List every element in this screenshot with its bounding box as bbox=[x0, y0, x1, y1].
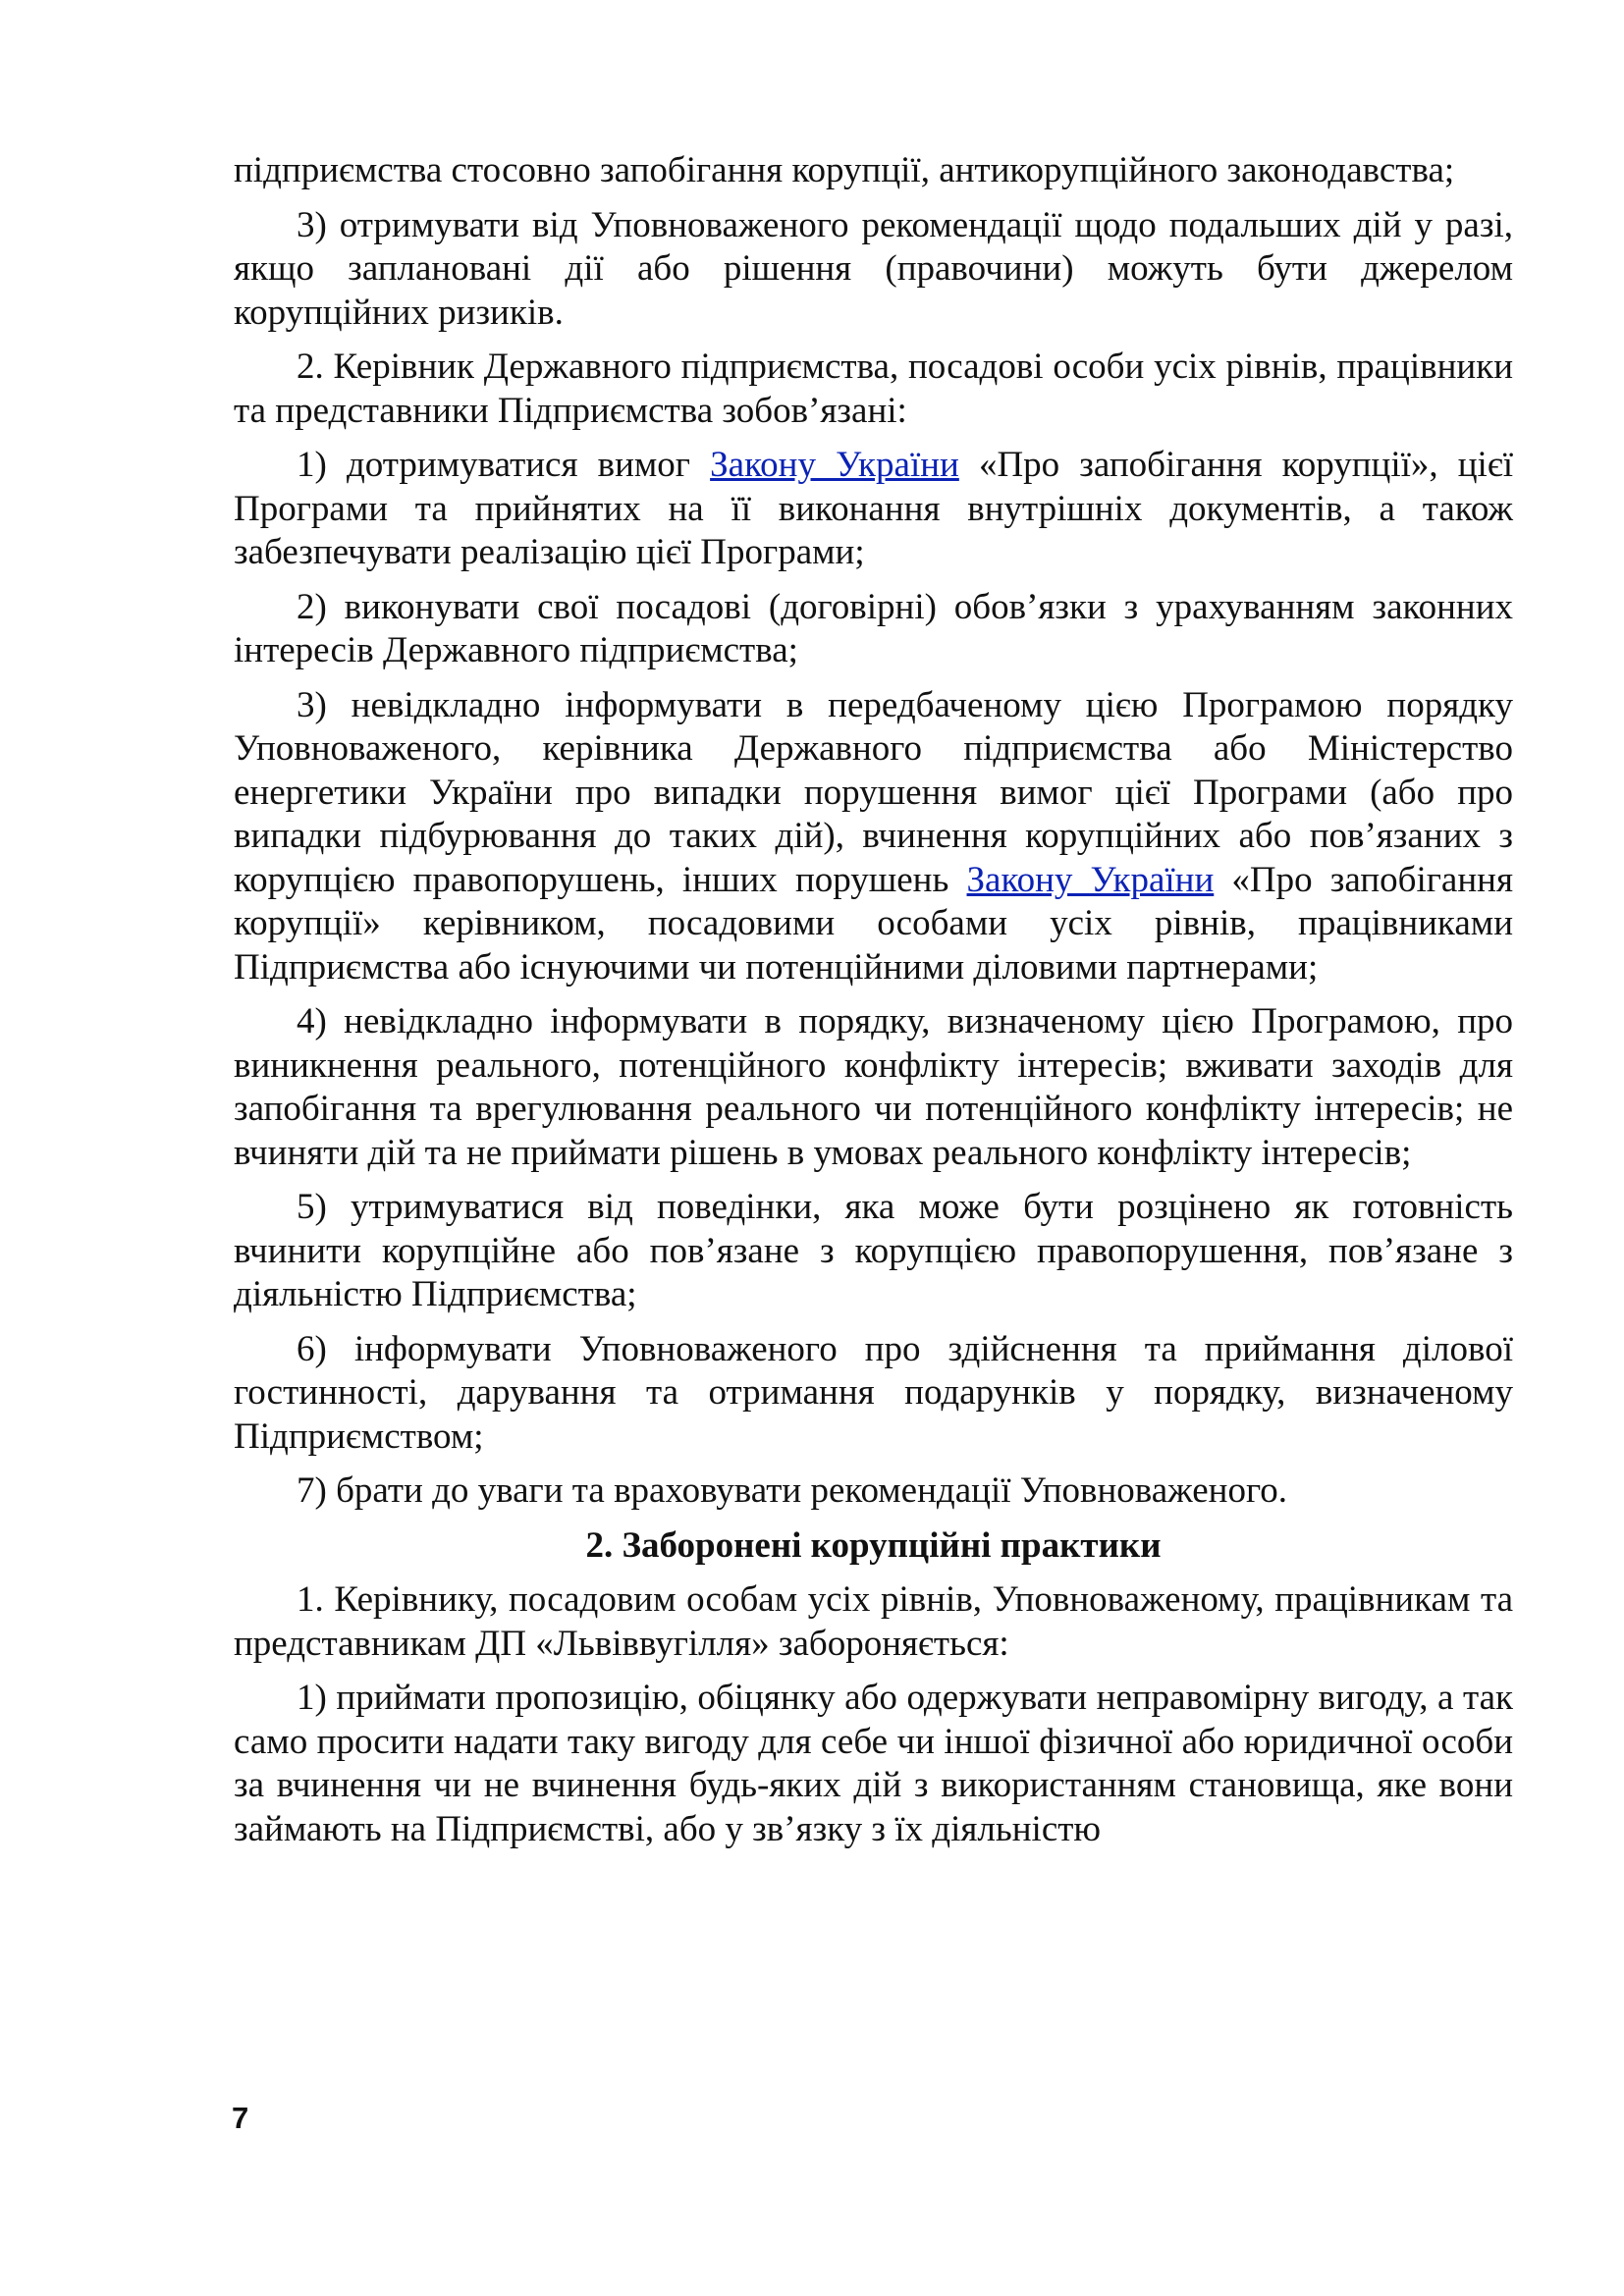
paragraph-item-3-recommendations: 3) отримувати від Уповноваженого рекомендації щодо подальших дій у разі, якщо заплановані дії або рішення (правочини) можуть бути джерелом корупційних ризиків. bbox=[234, 204, 1513, 333]
paragraph-text: 1) дотримуватися вимог bbox=[297, 445, 711, 485]
page-number: 7 bbox=[232, 2101, 249, 2135]
paragraph-item-1-benefit: 1) приймати пропозицію, обіцянку або одержувати неправомірну вигоду, а так само просити надати таку вигоду для себе чи іншої фізичної або юридичної особи за вчинення чи не вчинення будь-яких дій з використанням становища, яке вони займають на Підприємстві, або у зв’язку з їх діяльністю bbox=[234, 1678, 1513, 1849]
document-body bbox=[234, 149, 1513, 1862]
paragraph-prohibitions: 1. Керівнику, посадовим особам усіх рівнів, Уповноваженому, працівникам та представникам ДП «Львіввугілля» забороняється: bbox=[234, 1579, 1513, 1664]
paragraph-text: «Про запобігання корупції», цієї Програми та прийнятих на її виконання внутрішніх документів, а також забезпечувати реалізацію цієї Програми; bbox=[234, 445, 1513, 572]
paragraph-item-1-comply bbox=[234, 444, 1513, 575]
paragraph-item-4-conflict: 4) невідкладно інформувати в порядку, визначеному цією Програмою, про виникнення реального, потенційного конфлікту інтересів; вживати заходів для запобігання та врегулювання реального чи потенційного конфлікту інтересів; не вчиняти дій та не приймати рішень в умовах реального конфлікту інтересів; bbox=[234, 1001, 1513, 1173]
paragraph-section-2-obligations: 2. Керівник Державного підприємства, посадові особи усіх рівнів, працівники та представники Підприємства зобов’язані: bbox=[234, 347, 1513, 431]
law-link[interactable]: Закону України bbox=[966, 859, 1215, 900]
section-heading: 2. Заборонені корупційні практики bbox=[585, 1524, 1162, 1566]
paragraph-item-2-duties: 2) виконувати свої посадові (договірні) обов’язки з урахуванням законних інтересів Державного підприємства; bbox=[234, 586, 1513, 670]
paragraph-item-3-inform bbox=[234, 684, 1513, 990]
paragraph-item-7-recommendations: 7) брати до уваги та враховувати рекомендації Уповноваженого. bbox=[297, 1470, 1287, 1511]
paragraph-text: 3) невідкладно інформувати в передбаченому цією Програмою порядку Уповноваженого, керівника Державного підприємства або Міністерство енергетики України про випадки порушення вимог цієї Програми (або про випадки підбурювання до таких дій), вчинення корупційних або пов’язаних з корупцією правопорушень, інших порушень bbox=[234, 684, 1513, 900]
paragraph-item-6-hospitality: 6) інформувати Уповноваженого про здійснення та приймання ділової гостинності, дарування та отримання подарунків у порядку, визначеному Підприємством; bbox=[234, 1328, 1513, 1457]
paragraph-continuation: підприємства стосовно запобігання корупції, антикорупційного законодавства; bbox=[234, 150, 1455, 190]
law-link[interactable]: Закону України bbox=[710, 445, 959, 485]
paragraph-text: «Про запобігання корупції» керівником, посадовими особами усіх рівнів, працівниками Підприємства або існуючими чи потенційними діловими партнерами; bbox=[234, 859, 1513, 988]
paragraph-item-5-behavior: 5) утримуватися від поведінки, яка може бути розцінено як готовність вчинити корупційне або пов’язане з корупцією правопорушення, пов’язане з діяльністю Підприємства; bbox=[234, 1187, 1513, 1314]
